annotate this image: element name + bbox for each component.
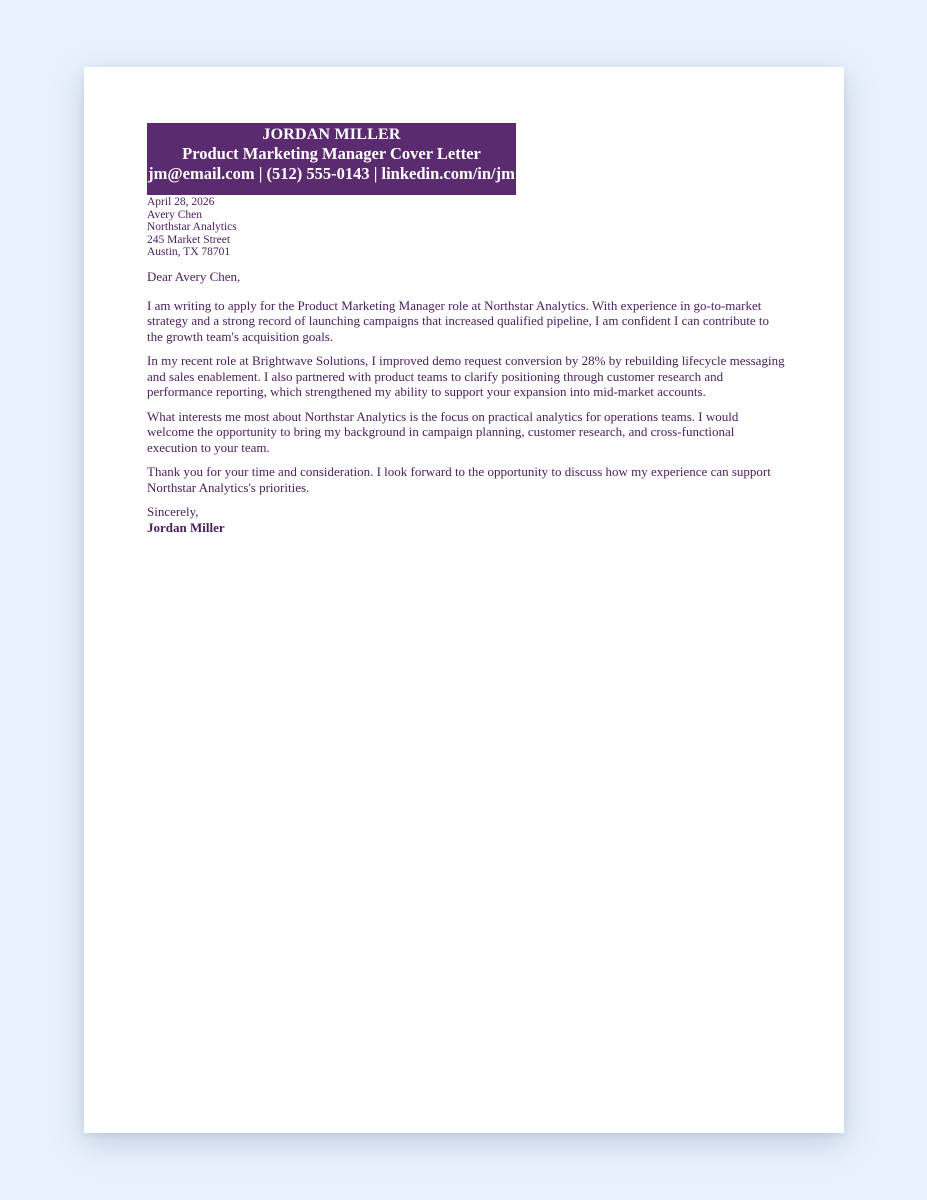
paragraph-intro: I am writing to apply for the Product Marketing Manager role at Northstar Analytics. With experience in go-to-market strategy and a strong record of launching campaigns that increased qualified pipeline, I am confident I can contribute to the growth team's acquisition goals. bbox=[147, 297, 769, 344]
document-page bbox=[84, 67, 844, 1133]
paragraph-interest: What interests me most about Northstar Analytics is the focus on practical analytics for operations teams. I would welcome the opportunity to bring my background in campaign planning, customer research, and cross-functional execution to your team. bbox=[147, 408, 739, 455]
recipient-street: 245 Market Street bbox=[147, 233, 231, 246]
salutation: Dear Avery Chen, bbox=[147, 268, 241, 284]
recipient-company: Northstar Analytics bbox=[147, 221, 237, 234]
document-title: Product Marketing Manager Cover Letter bbox=[182, 144, 481, 163]
recipient-city: Austin, TX 78701 bbox=[147, 246, 231, 259]
recipient-block bbox=[147, 196, 787, 259]
letter-body bbox=[147, 298, 787, 496]
cover-letter bbox=[147, 123, 787, 535]
contact-line: jm@email.com | (512) 555-0143 | linkedin.com/in/jm bbox=[148, 164, 515, 183]
applicant-name: JORDAN MILLER bbox=[262, 126, 401, 143]
letter-date: April 28, 2026 bbox=[147, 196, 215, 208]
header-banner bbox=[147, 123, 516, 195]
paragraph-thanks: Thank you for your time and consideration. I look forward to the opportunity to discuss how my experience can support Northstar Analytics's priorities. bbox=[147, 464, 771, 495]
closing: Sincerely, bbox=[147, 504, 199, 520]
paragraph-experience: In my recent role at Brightwave Solutions, I improved demo request conversion by 28% by rebuilding lifecycle messaging and sales enablement. I also partnered with product teams to clarify positioning through customer research and performance reporting, which strengthened my ability to support your expansion into mid-market accounts. bbox=[147, 353, 785, 400]
recipient-name: Avery Chen bbox=[147, 208, 203, 221]
signature: Jordan Miller bbox=[147, 519, 225, 535]
